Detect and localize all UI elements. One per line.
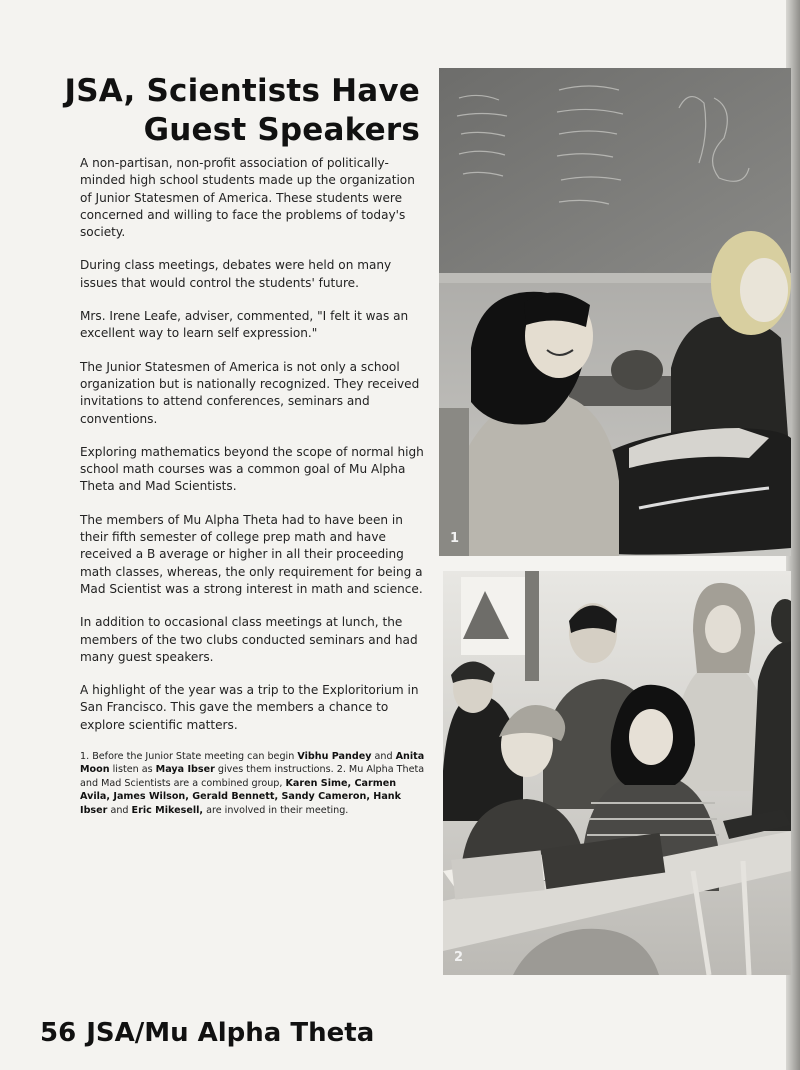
headline-line-2: Guest Speakers bbox=[143, 112, 420, 148]
photo-2-image bbox=[443, 571, 791, 975]
paragraph-5: Exploring mathematics beyond the scope of normal high school math courses was a common goal of Mu Alpha Theta and Mad Scientists. bbox=[80, 444, 424, 494]
paragraph-4: The Junior Statesmen of America is not only a school organization but is nationally recognized. They received invitations to attend conferences, seminars and conventions. bbox=[80, 359, 420, 426]
paragraph-2: During class meetings, debates were held on many issues that would control the students' future. bbox=[80, 258, 392, 290]
paragraph-3: Mrs. Irene Leafe, adviser, commented, "I felt it was an excellent way to learn self expression." bbox=[80, 309, 409, 341]
caption-text: and bbox=[107, 804, 132, 816]
caption-name: Vibhu Pandey bbox=[297, 751, 372, 763]
paragraph-1: A non-partisan, non-profit association of politically-minded high school students made up the organization of Junior Statesmen of America. These students were concerned and willing to face the problems of today's society. bbox=[80, 156, 415, 240]
article-headline bbox=[60, 72, 420, 150]
caption-name: Karen Sime, Carmen Avila, James Wilson, Gerald Bennett, Sandy Cameron, Hank Ibser bbox=[80, 777, 402, 816]
paragraph-6: The members of Mu Alpha Theta had to have been in their fifth semester of college prep math and have received a B average or higher in all their proceeding math classes, whereas, the only requirement for being a Mad Scientist was a strong interest in math and science. bbox=[80, 512, 423, 596]
article-body bbox=[80, 155, 425, 817]
caption-text: and bbox=[371, 751, 396, 763]
page-footer bbox=[40, 1018, 374, 1048]
caption-text: listen as bbox=[109, 764, 156, 776]
photo-caption bbox=[80, 750, 425, 817]
caption-name: Anita Moon bbox=[80, 751, 425, 776]
headline-line-1: JSA, Scientists Have bbox=[64, 73, 420, 109]
caption-name: Maya Ibser bbox=[155, 764, 215, 776]
caption-name: Eric Mikesell, bbox=[131, 804, 204, 816]
photo-1 bbox=[439, 68, 791, 556]
photo-number: 2 bbox=[454, 950, 464, 965]
paragraph-8: A highlight of the year was a trip to the Exploritorium in San Francisco. This gave the members a chance to explore scientific matters. bbox=[80, 683, 419, 732]
caption-text: are involved in their meeting. bbox=[203, 804, 349, 816]
section-title: JSA/Mu Alpha Theta bbox=[86, 1018, 375, 1048]
photo-number: 1 bbox=[450, 531, 460, 546]
caption-text: 1. Before the Junior State meeting can begin bbox=[80, 751, 298, 763]
paragraph-7: In addition to occasional class meetings at lunch, the members of the two clubs conducted seminars and had many guest speakers. bbox=[80, 615, 418, 664]
photo-1-image bbox=[439, 68, 791, 556]
caption-text: gives them instructions. 2. Mu Alpha Theta and Mad Scientists are a combined group, bbox=[80, 764, 425, 789]
photo-2 bbox=[443, 571, 791, 975]
page-number: 56 bbox=[40, 1018, 77, 1048]
